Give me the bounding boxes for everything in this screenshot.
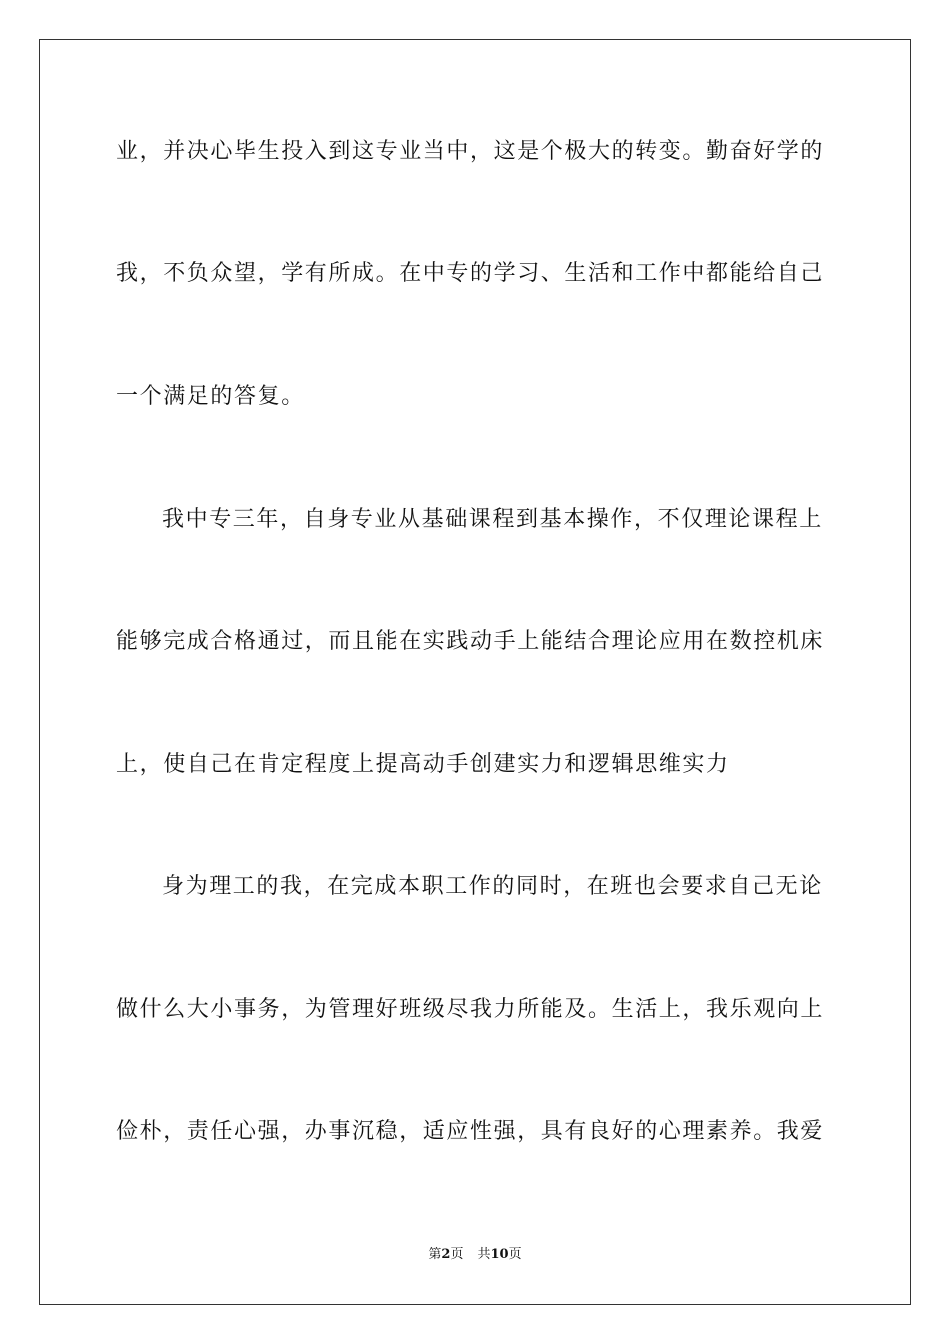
paragraph-line-2: 我，不负众望，学有所成。在中专的学习、生活和工作中都能给自己 [116,261,825,286]
page-suffix: 页 [450,1247,464,1262]
page-footer [0,1246,950,1264]
paragraph-line-8: 做什么大小事务，为管理好班级尽我力所能及。生活上，我乐观向上 [116,997,825,1022]
page-prefix: 第 [428,1247,442,1262]
paragraph-line-1: 业，并决心毕生投入到这专业当中，这是个极大的转变。勤奋好学的 [116,139,825,164]
total-suffix: 页 [508,1247,522,1262]
paragraph-line-5: 能够完成合格通过，而且能在实践动手上能结合理论应用在数控机床 [116,629,825,654]
paragraph-line-7: 身为理工的我，在完成本职工作的同时，在班也会要求自己无论 [162,874,823,899]
page-number: 2 [441,1247,451,1262]
paragraph-line-3: 一个满足的答复。 [116,384,305,409]
paragraph-line-9: 俭朴，责任心强，办事沉稳，适应性强，具有良好的心理素养。我爱 [116,1119,825,1144]
page-border [39,39,911,1305]
total-pages: 10 [490,1247,509,1262]
paragraph-line-4: 我中专三年，自身专业从基础课程到基本操作，不仅理论课程上 [162,507,823,532]
paragraph-line-6: 上，使自己在肯定程度上提高动手创建实力和逻辑思维实力 [116,752,730,777]
total-prefix: 共 [477,1247,491,1262]
